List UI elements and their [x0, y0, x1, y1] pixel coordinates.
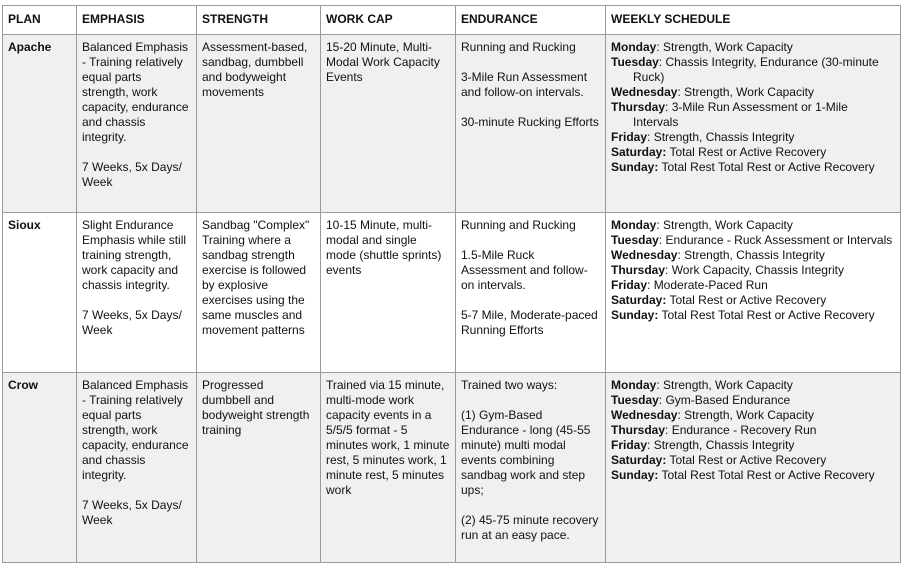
- schedule-separator: :: [647, 130, 654, 144]
- schedule-line: [611, 100, 895, 130]
- schedule-activity: Strength, Work Capacity: [684, 408, 814, 422]
- schedule-activity: Total Rest or Active Recovery: [669, 293, 827, 307]
- schedule-day: Wednesday: [611, 248, 678, 262]
- schedule-separator: :: [656, 40, 664, 54]
- cell-paragraph: 1.5-Mile Ruck Assessment and follow-on intervals.: [461, 248, 588, 292]
- header-weekly-schedule: WEEKLY SCHEDULE: [606, 6, 901, 35]
- cell-paragraph: (1) Gym-Based Endurance - long (45-55 minute) multi modal events combining sandbag work and step ups;: [461, 408, 591, 497]
- schedule-activity: Total Rest or Active Recovery: [669, 453, 827, 467]
- schedule-day: Thursday: [611, 423, 666, 437]
- schedule-line: [611, 408, 895, 423]
- table-row: [3, 213, 901, 373]
- work-cap-cell: [321, 373, 456, 563]
- schedule-activity: Strength, Work Capacity: [663, 40, 793, 54]
- schedule-activity: Strength, Chassis Integrity: [684, 248, 825, 262]
- schedule-separator: :: [665, 423, 672, 437]
- header-endurance: ENDURANCE: [456, 6, 606, 35]
- table-row: [3, 373, 901, 563]
- schedule-activity: Total Rest Total Rest or Active Recovery: [661, 160, 875, 174]
- cell-paragraph: 3-Mile Run Assessment and follow-on intervals.: [461, 70, 588, 99]
- emphasis-cell: [77, 213, 197, 373]
- schedule-line: [611, 233, 895, 248]
- cell-paragraph: 7 Weeks, 5x Days/ Week: [82, 308, 182, 337]
- schedule-separator: :: [647, 438, 654, 452]
- schedule-day: Sunday:: [611, 308, 659, 322]
- schedule-line: [611, 393, 895, 408]
- schedule-day: Monday: [611, 218, 657, 232]
- schedule-separator: :: [677, 248, 685, 262]
- cell-paragraph: Slight Endurance Emphasis while still training strength, work capacity and chassis integrity.: [82, 218, 187, 292]
- schedule-separator: :: [658, 55, 666, 69]
- cell-paragraph: Assessment-based, sandbag, dumbbell and bodyweight movements: [202, 40, 308, 99]
- cell-paragraph: Trained two ways:: [461, 378, 558, 392]
- schedule-day: Saturday:: [611, 453, 667, 467]
- endurance-cell: [456, 35, 606, 213]
- header-row: [3, 6, 901, 35]
- schedule-line: [611, 293, 895, 308]
- schedule-separator: :: [665, 100, 672, 114]
- schedule-day: Wednesday: [611, 408, 678, 422]
- schedule-separator: :: [677, 408, 685, 422]
- schedule-activity: Total Rest Total Rest or Active Recovery: [661, 308, 875, 322]
- cell-paragraph: 7 Weeks, 5x Days/ Week: [82, 498, 182, 527]
- schedule-activity: Strength, Chassis Integrity: [653, 438, 795, 452]
- cell-paragraph: Progressed dumbbell and bodyweight strength training: [202, 378, 310, 437]
- cell-paragraph: (2) 45-75 minute recovery run at an easy pace.: [461, 513, 599, 542]
- schedule-activity: Strength, Work Capacity: [684, 85, 814, 99]
- schedule-separator: :: [656, 378, 664, 392]
- schedule-activity: Total Rest or Active Recovery: [669, 145, 827, 159]
- schedule-day: Friday: [611, 278, 648, 292]
- schedule-activity: Moderate-Paced Run: [653, 278, 768, 292]
- endurance-cell: [456, 373, 606, 563]
- plan-name: Apache: [3, 35, 77, 213]
- emphasis-cell: [77, 373, 197, 563]
- schedule-separator: :: [647, 278, 654, 292]
- schedule-line: [611, 160, 895, 175]
- schedule-line: [611, 378, 895, 393]
- strength-cell: [197, 213, 321, 373]
- schedule-line: [611, 308, 895, 323]
- schedule-day: Sunday:: [611, 160, 659, 174]
- work-cap-cell: [321, 35, 456, 213]
- cell-paragraph: 10-15 Minute, multi-modal and single mode (shuttle sprints) events: [326, 218, 442, 277]
- cell-paragraph: 7 Weeks, 5x Days/ Week: [82, 160, 182, 189]
- schedule-separator: :: [658, 393, 666, 407]
- schedule-line: [611, 438, 895, 453]
- schedule-day: Thursday: [611, 263, 666, 277]
- cell-paragraph: Sandbag "Complex" Training where a sandbag strength exercise is followed by explosive exercises using the same muscles and movement patterns: [202, 218, 310, 337]
- schedule-day: Saturday:: [611, 293, 667, 307]
- work-cap-cell: [321, 213, 456, 373]
- schedule-day: Tuesday: [611, 393, 659, 407]
- header-plan: PLAN: [3, 6, 77, 35]
- plan-name: Crow: [3, 373, 77, 563]
- schedule-day: Sunday:: [611, 468, 659, 482]
- schedule-activity: Total Rest Total Rest or Active Recovery: [661, 468, 875, 482]
- cell-paragraph: Running and Rucking: [461, 218, 576, 232]
- schedule-activity: Strength, Chassis Integrity: [653, 130, 795, 144]
- schedule-line: [611, 145, 895, 160]
- schedule-cell: [606, 213, 901, 373]
- schedule-line: [611, 423, 895, 438]
- schedule-activity: Gym-Based Endurance: [665, 393, 791, 407]
- cell-paragraph: Balanced Emphasis - Training relatively equal parts strength, work capacity, endurance and chassis integrity.: [82, 378, 189, 482]
- schedule-line: [611, 218, 895, 233]
- header-work-cap: WORK CAP: [321, 6, 456, 35]
- schedule-activity: Endurance - Recovery Run: [671, 423, 817, 437]
- schedule-activity: Chassis Integrity, Endurance (30-minute Ruck): [633, 55, 879, 84]
- emphasis-cell: [77, 35, 197, 213]
- schedule-activity: Endurance - Ruck Assessment or Intervals: [665, 233, 893, 247]
- schedule-day: Friday: [611, 438, 648, 452]
- cell-paragraph: Balanced Emphasis - Training relatively equal parts strength, work capacity, endurance and chassis integrity.: [82, 40, 189, 144]
- strength-cell: [197, 373, 321, 563]
- schedule-day: Tuesday: [611, 55, 659, 69]
- schedule-day: Tuesday: [611, 233, 659, 247]
- schedule-separator: :: [658, 233, 666, 247]
- schedule-activity: Work Capacity, Chassis Integrity: [671, 263, 844, 277]
- schedule-separator: :: [677, 85, 685, 99]
- schedule-day: Saturday:: [611, 145, 667, 159]
- schedule-cell: [606, 373, 901, 563]
- schedule-separator: :: [656, 218, 664, 232]
- cell-paragraph: Trained via 15 minute, multi-mode work capacity events in a 5/5/5 format - 5 minutes work, 1 minute rest, 5 minutes work, 1 minute rest, 5 minutes work: [326, 378, 450, 497]
- endurance-cell: [456, 213, 606, 373]
- schedule-day: Friday: [611, 130, 648, 144]
- schedule-line: [611, 85, 895, 100]
- header-emphasis: EMPHASIS: [77, 6, 197, 35]
- schedule-activity: 3-Mile Run Assessment or 1-Mile Intervals: [633, 100, 848, 129]
- schedule-day: Wednesday: [611, 85, 678, 99]
- schedule-line: [611, 278, 895, 293]
- schedule-cell: [606, 35, 901, 213]
- schedule-activity: Strength, Work Capacity: [663, 218, 793, 232]
- strength-cell: [197, 35, 321, 213]
- schedule-line: [611, 248, 895, 263]
- schedule-activity: Strength, Work Capacity: [663, 378, 793, 392]
- schedule-line: [611, 40, 895, 55]
- schedule-line: [611, 55, 895, 85]
- schedule-line: [611, 468, 895, 483]
- schedule-separator: :: [665, 263, 672, 277]
- cell-paragraph: 30-minute Rucking Efforts: [461, 115, 599, 129]
- plan-name: Sioux: [3, 213, 77, 373]
- schedule-line: [611, 263, 895, 278]
- schedule-line: [611, 130, 895, 145]
- cell-paragraph: 5-7 Mile, Moderate-paced Running Efforts: [461, 308, 598, 337]
- schedule-line: [611, 453, 895, 468]
- cell-paragraph: Running and Rucking: [461, 40, 576, 54]
- schedule-day: Thursday: [611, 100, 666, 114]
- header-strength: STRENGTH: [197, 6, 321, 35]
- training-plans-table: [2, 5, 901, 563]
- schedule-day: Monday: [611, 40, 657, 54]
- table-row: [3, 35, 901, 213]
- cell-paragraph: 15-20 Minute, Multi-Modal Work Capacity Events: [326, 40, 440, 84]
- schedule-day: Monday: [611, 378, 657, 392]
